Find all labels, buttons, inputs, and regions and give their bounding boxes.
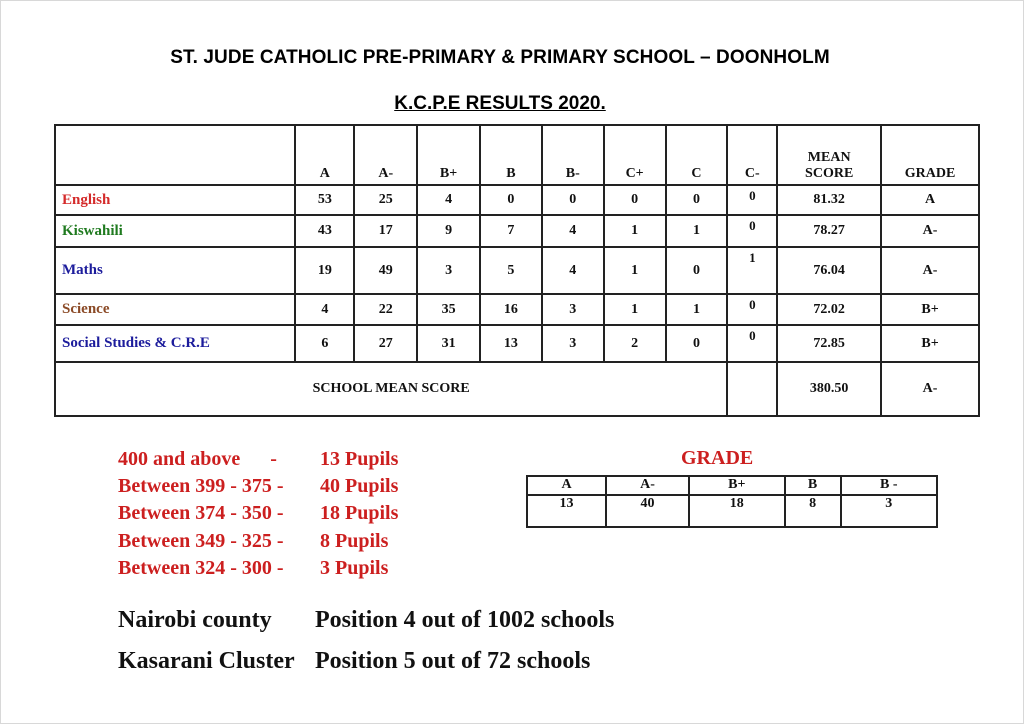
header-subject xyxy=(55,125,295,185)
score-range-label: 400 and above - xyxy=(118,448,277,470)
header-mean-score xyxy=(777,125,881,185)
count-b: 5 xyxy=(480,247,542,294)
header-grade-b-plus: B+ xyxy=(417,125,480,185)
header-grade: GRADE xyxy=(881,125,979,185)
header-grade-b-minus: B- xyxy=(542,125,604,185)
count-b-minus: 4 xyxy=(542,247,604,294)
count-a-minus: 27 xyxy=(354,325,417,362)
results-title: K.C.P.E RESULTS 2020. xyxy=(394,93,606,114)
count-a-minus: 49 xyxy=(354,247,417,294)
count-b: 16 xyxy=(480,294,542,325)
count-b-plus: 31 xyxy=(417,325,480,362)
table-row xyxy=(55,185,979,215)
score-range-pupils: 18 Pupils xyxy=(320,502,399,525)
position-text: Position 4 out of 1002 schools xyxy=(315,607,615,633)
subject-grade: B+ xyxy=(881,325,979,362)
positions-list xyxy=(118,600,614,682)
score-range-pupils: 8 Pupils xyxy=(320,529,389,552)
count-b: 0 xyxy=(480,185,542,215)
school-mean-grade: A- xyxy=(881,362,979,416)
mean-score: 78.27 xyxy=(777,215,881,247)
header-grade-a-minus: A- xyxy=(354,125,417,185)
count-a: 53 xyxy=(295,185,354,215)
subject-grade: A- xyxy=(881,247,979,294)
grade-count: 18 xyxy=(689,495,785,527)
count-b-minus: 3 xyxy=(542,325,604,362)
grade-label: A xyxy=(527,476,606,495)
table-row xyxy=(55,294,979,325)
count-c: 1 xyxy=(666,294,728,325)
count-c-plus: 1 xyxy=(604,294,666,325)
count-b-minus: 3 xyxy=(542,294,604,325)
count-c-plus: 0 xyxy=(604,185,666,215)
subject-name: Maths xyxy=(55,247,295,294)
count-c-minus: 0 xyxy=(727,215,777,247)
score-range-pupils: 40 Pupils xyxy=(320,475,399,498)
table-header-row xyxy=(55,125,979,185)
subject-name: English xyxy=(55,185,295,215)
score-range-pupils: 13 Pupils xyxy=(320,448,399,470)
position-item xyxy=(118,641,614,682)
count-a: 4 xyxy=(295,294,354,325)
score-range-item xyxy=(118,446,398,473)
count-a-minus: 17 xyxy=(354,215,417,247)
count-a: 19 xyxy=(295,247,354,294)
grade-count: 8 xyxy=(785,495,841,527)
position-item xyxy=(118,600,614,641)
count-c-plus: 1 xyxy=(604,247,666,294)
count-b-plus: 9 xyxy=(417,215,480,247)
grade-count: 3 xyxy=(841,495,937,527)
school-mean-score: 380.50 xyxy=(777,362,881,416)
position-area: Nairobi county xyxy=(118,607,272,633)
count-b-plus: 3 xyxy=(417,247,480,294)
score-range-label: Between 399 - 375 - xyxy=(118,475,284,498)
grade-label: B+ xyxy=(689,476,785,495)
count-c-plus: 1 xyxy=(604,215,666,247)
grade-label: B xyxy=(785,476,841,495)
count-c-minus: 0 xyxy=(727,294,777,325)
school-mean-label: SCHOOL MEAN SCORE xyxy=(55,362,727,416)
mean-score: 76.04 xyxy=(777,247,881,294)
count-b-plus: 35 xyxy=(417,294,480,325)
subject-name: Social Studies & C.R.E xyxy=(55,325,295,362)
score-ranges-list xyxy=(118,446,398,582)
subject-name: Kiswahili xyxy=(55,215,295,247)
count-c-minus: 1 xyxy=(727,247,777,294)
count-b-minus: 0 xyxy=(542,185,604,215)
count-c: 0 xyxy=(666,185,728,215)
count-c: 0 xyxy=(666,325,728,362)
score-range-item xyxy=(118,473,398,500)
count-b: 7 xyxy=(480,215,542,247)
mean-score: 72.85 xyxy=(777,325,881,362)
count-b-plus: 4 xyxy=(417,185,480,215)
subject-grade: B+ xyxy=(881,294,979,325)
count-c-minus: 0 xyxy=(727,325,777,362)
table-row xyxy=(55,247,979,294)
grade-summary-table xyxy=(526,475,938,528)
header-grade-c: C xyxy=(666,125,728,185)
position-area: Kasarani Cluster xyxy=(118,648,295,674)
table-row xyxy=(55,215,979,247)
score-range-item xyxy=(118,528,398,555)
count-c-minus: 0 xyxy=(727,185,777,215)
score-range-pupils: 3 Pupils xyxy=(320,556,389,579)
position-text: Position 5 out of 72 schools xyxy=(315,648,591,674)
count-a-minus: 22 xyxy=(354,294,417,325)
mean-score: 72.02 xyxy=(777,294,881,325)
school-name-heading: ST. JUDE CATHOLIC PRE-PRIMARY & PRIMARY SCHOOL – DOONHOLM xyxy=(170,47,830,68)
subject-grade: A- xyxy=(881,215,979,247)
score-range-label: Between 374 - 350 - xyxy=(118,502,284,525)
header-grade-c-minus: C- xyxy=(727,125,777,185)
count-a: 6 xyxy=(295,325,354,362)
grade-count: 13 xyxy=(527,495,606,527)
score-range-label: Between 324 - 300 - xyxy=(118,556,284,579)
grade-summary-count-row xyxy=(527,495,937,527)
count-c-plus: 2 xyxy=(604,325,666,362)
count-b-minus: 4 xyxy=(542,215,604,247)
header-grade-c-plus: C+ xyxy=(604,125,666,185)
school-mean-empty-cell xyxy=(727,362,777,416)
header-grade-b: B xyxy=(480,125,542,185)
score-range-item xyxy=(118,500,398,527)
mean-score: 81.32 xyxy=(777,185,881,215)
table-row xyxy=(55,325,979,362)
grade-summary-header-row xyxy=(527,476,937,495)
grade-label: B - xyxy=(841,476,937,495)
score-range-item xyxy=(118,555,398,582)
score-range-label: Between 349 - 325 - xyxy=(118,529,284,552)
count-b: 13 xyxy=(480,325,542,362)
count-a: 43 xyxy=(295,215,354,247)
count-c: 0 xyxy=(666,247,728,294)
header-mean-line1: MEAN xyxy=(807,150,851,165)
results-table xyxy=(54,124,980,417)
school-mean-row xyxy=(55,362,979,416)
header-grade-a: A xyxy=(295,125,354,185)
count-a-minus: 25 xyxy=(354,185,417,215)
grade-label: A- xyxy=(606,476,689,495)
grade-count: 40 xyxy=(606,495,689,527)
grade-summary-heading: GRADE xyxy=(681,447,754,469)
subject-grade: A xyxy=(881,185,979,215)
header-mean-line2: SCORE xyxy=(805,166,854,181)
count-c: 1 xyxy=(666,215,728,247)
subject-name: Science xyxy=(55,294,295,325)
